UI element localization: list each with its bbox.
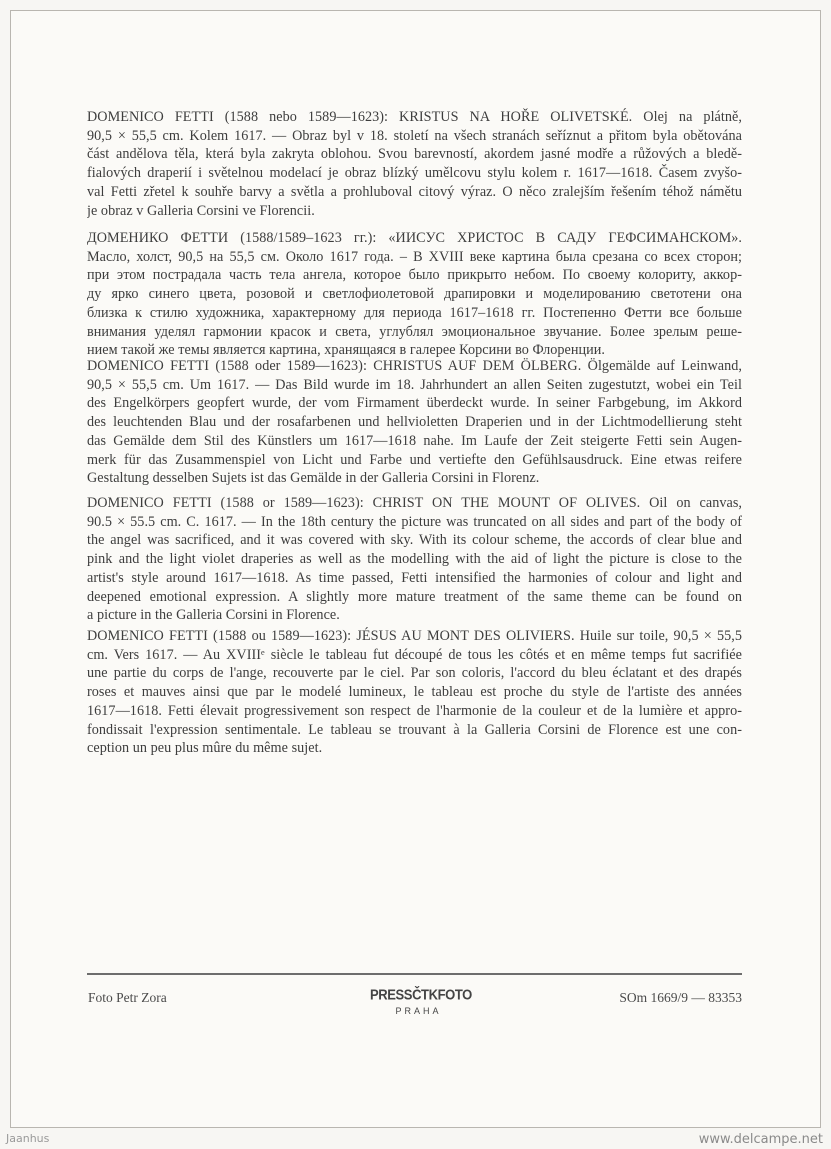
caption-line: fialových draperií i světelnou modelací je obraz blízký umělcovu stylu kolem r. 1617—1618. Časem zvyšo- bbox=[87, 165, 742, 182]
caption-line: при этом пострадала часть тела ангела, которое было прикрыто небом. По своему колориту, аккор- bbox=[87, 267, 742, 284]
publisher-logo bbox=[370, 985, 472, 1016]
caption-line: 90,5 × 55,5 cm. Kolem 1617. — Obraz byl v 18. století na všech stranách seříznut a přitom byla obětována bbox=[87, 127, 742, 144]
caption-line: 90,5 × 55,5 cm. Um 1617. — Das Bild wurde im 18. Jahrhundert an allen Seiten zugestutzt, wobei ein Teil bbox=[87, 376, 742, 393]
caption-line: roses et mauves ainsi que par le modelé lumineux, le tableau est proche du style de l'artiste des années bbox=[87, 684, 742, 701]
photo-credit: Foto Petr Zora bbox=[88, 990, 167, 1005]
caption-line: artist's style around 1617—1618. As time passed, Fetti intensified the harmonies of colour and light and bbox=[87, 569, 742, 586]
footer-divider bbox=[87, 973, 742, 975]
watermark-site[interactable]: www.delcampe.net bbox=[698, 1132, 823, 1147]
caption-line: deepened emotional expression. A slightly more mature treatment of the same theme can be found on bbox=[87, 588, 742, 605]
caption-french bbox=[87, 627, 742, 758]
caption-line: нием такой же темы является картина, хранящаяся в галерее Корсини во Флоренции. bbox=[87, 342, 605, 359]
caption-line: Gestaltung desselben Sujets ist das Gemälde in der Galleria Corsini in Florenz. bbox=[87, 470, 540, 487]
caption-line: DOMENICO FETTI (1588 nebo 1589—1623): KRISTUS NA HOŘE OLIVETSKÉ. Olej na plátně, bbox=[87, 109, 742, 125]
logo-wordmark: PRESSČTKFOTO bbox=[370, 985, 472, 1004]
caption-line: část andělova těla, která byla zakryta oblohou. Svou barevností, akordem jasné modře a růžových a bledě- bbox=[87, 146, 742, 163]
logo-city: PRAHA bbox=[395, 1006, 442, 1016]
caption-english bbox=[87, 494, 742, 625]
caption-line: das Gemälde dem Stil des Künstlers um 1617—1618 nahe. Im Laufe der Zeit steigerte Fetti sein Augen- bbox=[87, 432, 742, 449]
caption-line: je obraz v Galleria Corsini ve Florencii. bbox=[87, 202, 315, 219]
caption-line: близка к стилю художника, характерному для периода 1617–1618 гг. Постепенно Фетти все больше bbox=[87, 304, 742, 321]
caption-line: fondissait l'expression sentimentale. Le tableau se trouvant à la Galleria Corsini de Florence est une con- bbox=[87, 721, 742, 738]
caption-line: Масло, холст, 90,5 на 55,5 см. Около 1617 года. – В XVIII веке картина была срезана со всех сторон; bbox=[87, 248, 742, 265]
caption-line: pink and the light violet draperies as well as the modelling with the aid of light the picture is close to the bbox=[87, 551, 742, 568]
caption-line: merk für das Zusammenspiel von Licht und Farbe und vertiefte den Gefühlsausdruck. Eine etwas reifere bbox=[87, 451, 742, 468]
caption-line: DOMENICO FETTI (1588 ou 1589—1623): JÉSUS AU MONT DES OLIVIERS. Huile sur toile, 90,5 × 55,5 bbox=[87, 628, 742, 644]
catalog-number: SOm 1669/9 — 83353 bbox=[619, 990, 742, 1005]
caption-line: внимания уделял гармонии красок и света, углублял эмоциональное звучание. Более зрелым реше- bbox=[87, 323, 742, 340]
caption-line: a picture in the Galleria Corsini in Florence. bbox=[87, 607, 340, 624]
caption-line: cm. Vers 1617. — Au XVIIIᵉ siècle le tableau fut découpé de tous les côtés et en même temps fut sacrifiée bbox=[87, 646, 742, 663]
caption-russian bbox=[87, 229, 742, 360]
caption-line: des Engelkörpers geopfert wurde, der vom Firmament überdeckt wurde. In seiner Farbgebung, im Akkord bbox=[87, 395, 742, 412]
caption-line: DOMENICO FETTI (1588 or 1589—1623): CHRIST ON THE MOUNT OF OLIVES. Oil on canvas, bbox=[87, 495, 742, 511]
caption-line: 90.5 × 55.5 cm. C. 1617. — In the 18th century the picture was truncated on all sides and part of the body of bbox=[87, 513, 742, 530]
watermark-seller: Jaanhus bbox=[6, 1132, 50, 1145]
caption-line: des leuchtenden Blau und der rosafarbenen und hellvioletten Draperien und in der Lichtmodellierung steht bbox=[87, 414, 742, 431]
caption-line: val Fetti zřetel k souhře barvy a světla a prohluboval citový výraz. O něco zralejším řešením téhož námětu bbox=[87, 183, 742, 200]
caption-line: the angel was sacrificed, and it was covered with sky. With its colour scheme, the accords of clear blue and bbox=[87, 532, 742, 549]
caption-line: 1617—1618. Fetti élevait progressivement son respect de l'harmonie de la couleur et de la lumière et appro- bbox=[87, 702, 742, 719]
caption-german bbox=[87, 357, 742, 488]
caption-czech bbox=[87, 108, 742, 220]
caption-line: ception un peu plus mûre du même sujet. bbox=[87, 740, 323, 757]
caption-line: DOMENICO FETTI (1588 oder 1589—1623): CHRISTUS AUF DEM ÖLBERG. Ölgemälde auf Leinwand, bbox=[87, 358, 742, 374]
caption-line: une partie du corps de l'ange, recouverte par le ciel. Par son coloris, l'accord du bleu éclatant et des drapés bbox=[87, 665, 742, 682]
caption-line: ДОМЕНИКО ФЕТТИ (1588/1589–1623 гг.): «ИИСУС ХРИСТОС В САДУ ГЕФСИМАНСКОМ». bbox=[87, 230, 742, 246]
caption-line: ду ярко синего цвета, розовой и светлофиолетовой драпировки и моделированию светотени она bbox=[87, 286, 742, 303]
